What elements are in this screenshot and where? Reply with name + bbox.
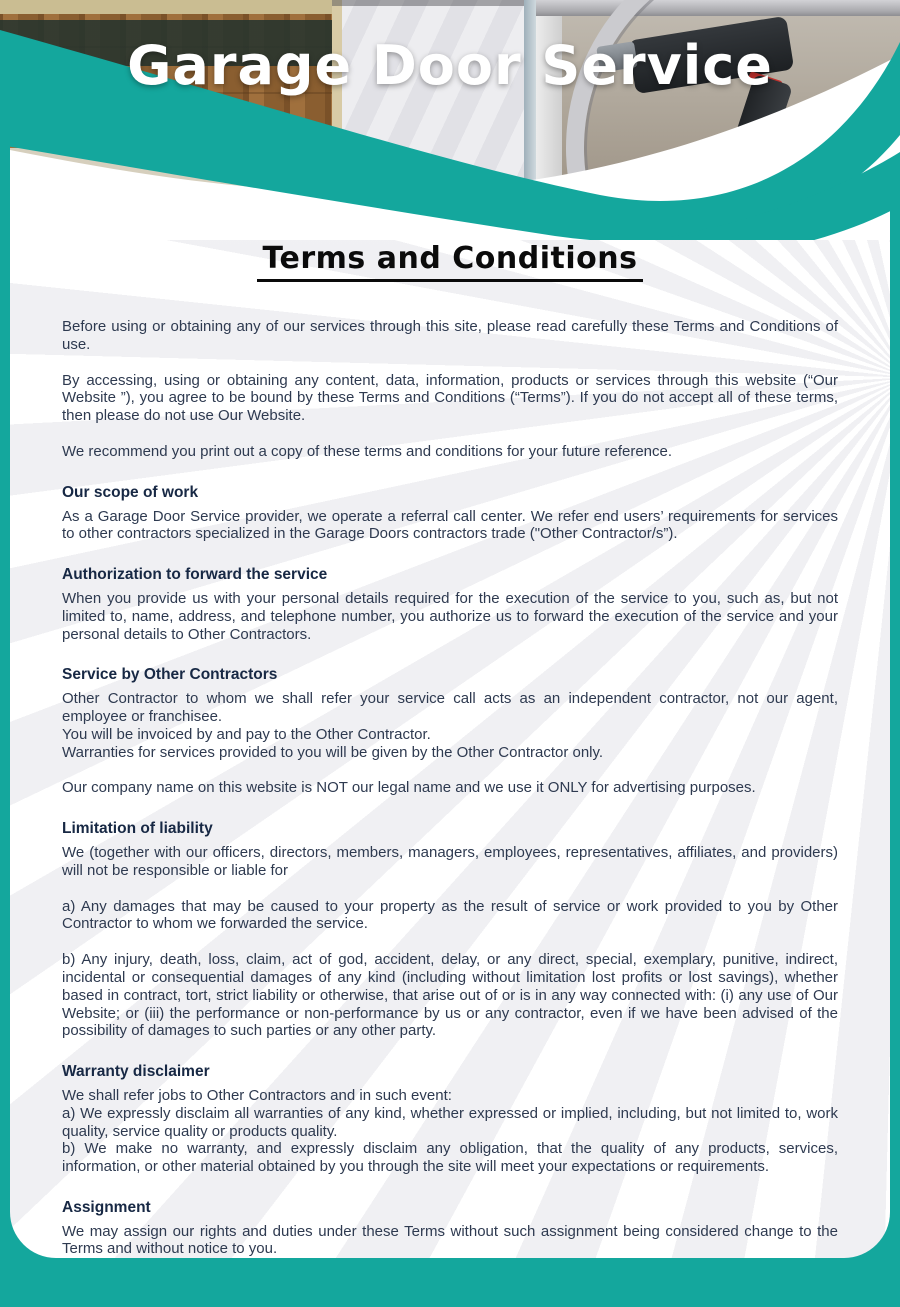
intro-paragraph: By accessing, using or obtaining any content, data, information, products or services through this website (“Our Website ”), you agree to be bound by these Terms and Conditions (“Terms”). If you do not accept all of these terms, then please do not use Our Website.	[62, 371, 838, 425]
section-paragraph: b) Any injury, death, loss, claim, act of god, accident, delay, or any direct, special, exemplary, punitive, indirect, incidental or consequential damages of any kind (including without limitation lost profits or lost savings), whether based in contract, tort, strict liability or otherwise, that arise out of or is in any way connected with: (i) any use of Our Website; or (iii) the performance or non-performance by us or any contractor, even if we have been advised of the possibility of damages to such parties or any other party.	[62, 951, 838, 1040]
terms-heading-wrap	[62, 242, 838, 282]
section-service-by-other-contractors	[62, 666, 838, 797]
section-line: We shall refer jobs to Other Contractors and in such event:	[62, 1086, 452, 1104]
site-title: Garage Door Service	[127, 34, 773, 97]
section-paragraph: Our company name on this website is NOT our legal name and we use it ONLY for advertising purposes.	[62, 779, 756, 797]
section-line: b) We make no warranty, and expressly disclaim any obligation, that the quality of any products, services, information, or other material obtained by you through the site will meet your expectations or requirements.	[62, 1140, 838, 1176]
section-heading: Service by Other Contractors	[62, 666, 278, 684]
section-assignment	[62, 1199, 838, 1258]
section-scope-of-work	[62, 484, 838, 543]
section-heading: Our scope of work	[62, 483, 199, 501]
section-paragraph: As a Garage Door Service provider, we operate a referral call center. We refer end users’ requirements for services to other contractors specialized in the Garage Doors contractors trade ("Other Contractor/s”).	[62, 507, 838, 543]
section-paragraph: We (together with our officers, directors, members, managers, employees, representatives, affiliates, and providers) will not be responsible or liable for	[62, 843, 838, 879]
section-line-group	[62, 690, 838, 761]
section-warranty-disclaimer	[62, 1063, 838, 1176]
intro-paragraph: Before using or obtaining any of our services through this site, please read carefully these Terms and Conditions of use.	[62, 318, 838, 353]
section-limitation-of-liability	[62, 820, 838, 1040]
section-heading: Limitation of liability	[62, 820, 213, 838]
section-heading: Authorization to forward the service	[62, 566, 328, 584]
section-paragraph: We may assign our rights and duties under these Terms without such assignment being considered change to the Terms and without notice to you.	[62, 1222, 838, 1258]
section-heading: Warranty disclaimer	[62, 1063, 210, 1081]
terms-heading: Terms and Conditions	[257, 242, 644, 282]
section-paragraph: a) Any damages that may be caused to your property as the result of service or work provided to you by Other Contractor to whom we forwarded the service.	[62, 897, 838, 933]
terms-document	[10, 0, 890, 1276]
section-line: a) We expressly disclaim all warranties of any kind, whether expressed or implied, including, but not limited to, work quality, service quality or products quality.	[62, 1104, 838, 1140]
section-line: Other Contractor to whom we shall refer your service call acts as an independent contractor, not our agent, employee or franchisee.	[62, 690, 838, 725]
section-heading: Assignment	[62, 1198, 151, 1216]
section-line: Warranties for services provided to you will be given by the Other Contractor only.	[62, 743, 604, 761]
section-authorization	[62, 566, 838, 643]
section-line-group	[62, 1087, 838, 1176]
section-line: You will be invoiced by and pay to the Other Contractor.	[62, 725, 431, 743]
section-paragraph: When you provide us with your personal details required for the execution of the service to you, such as, but not limited to, name, address, and telephone number, you authorize us to forward the execution of the service and your personal details to Other Contractors.	[62, 589, 838, 643]
intro-paragraph: We recommend you print out a copy of these terms and conditions for your future reference.	[62, 442, 673, 460]
